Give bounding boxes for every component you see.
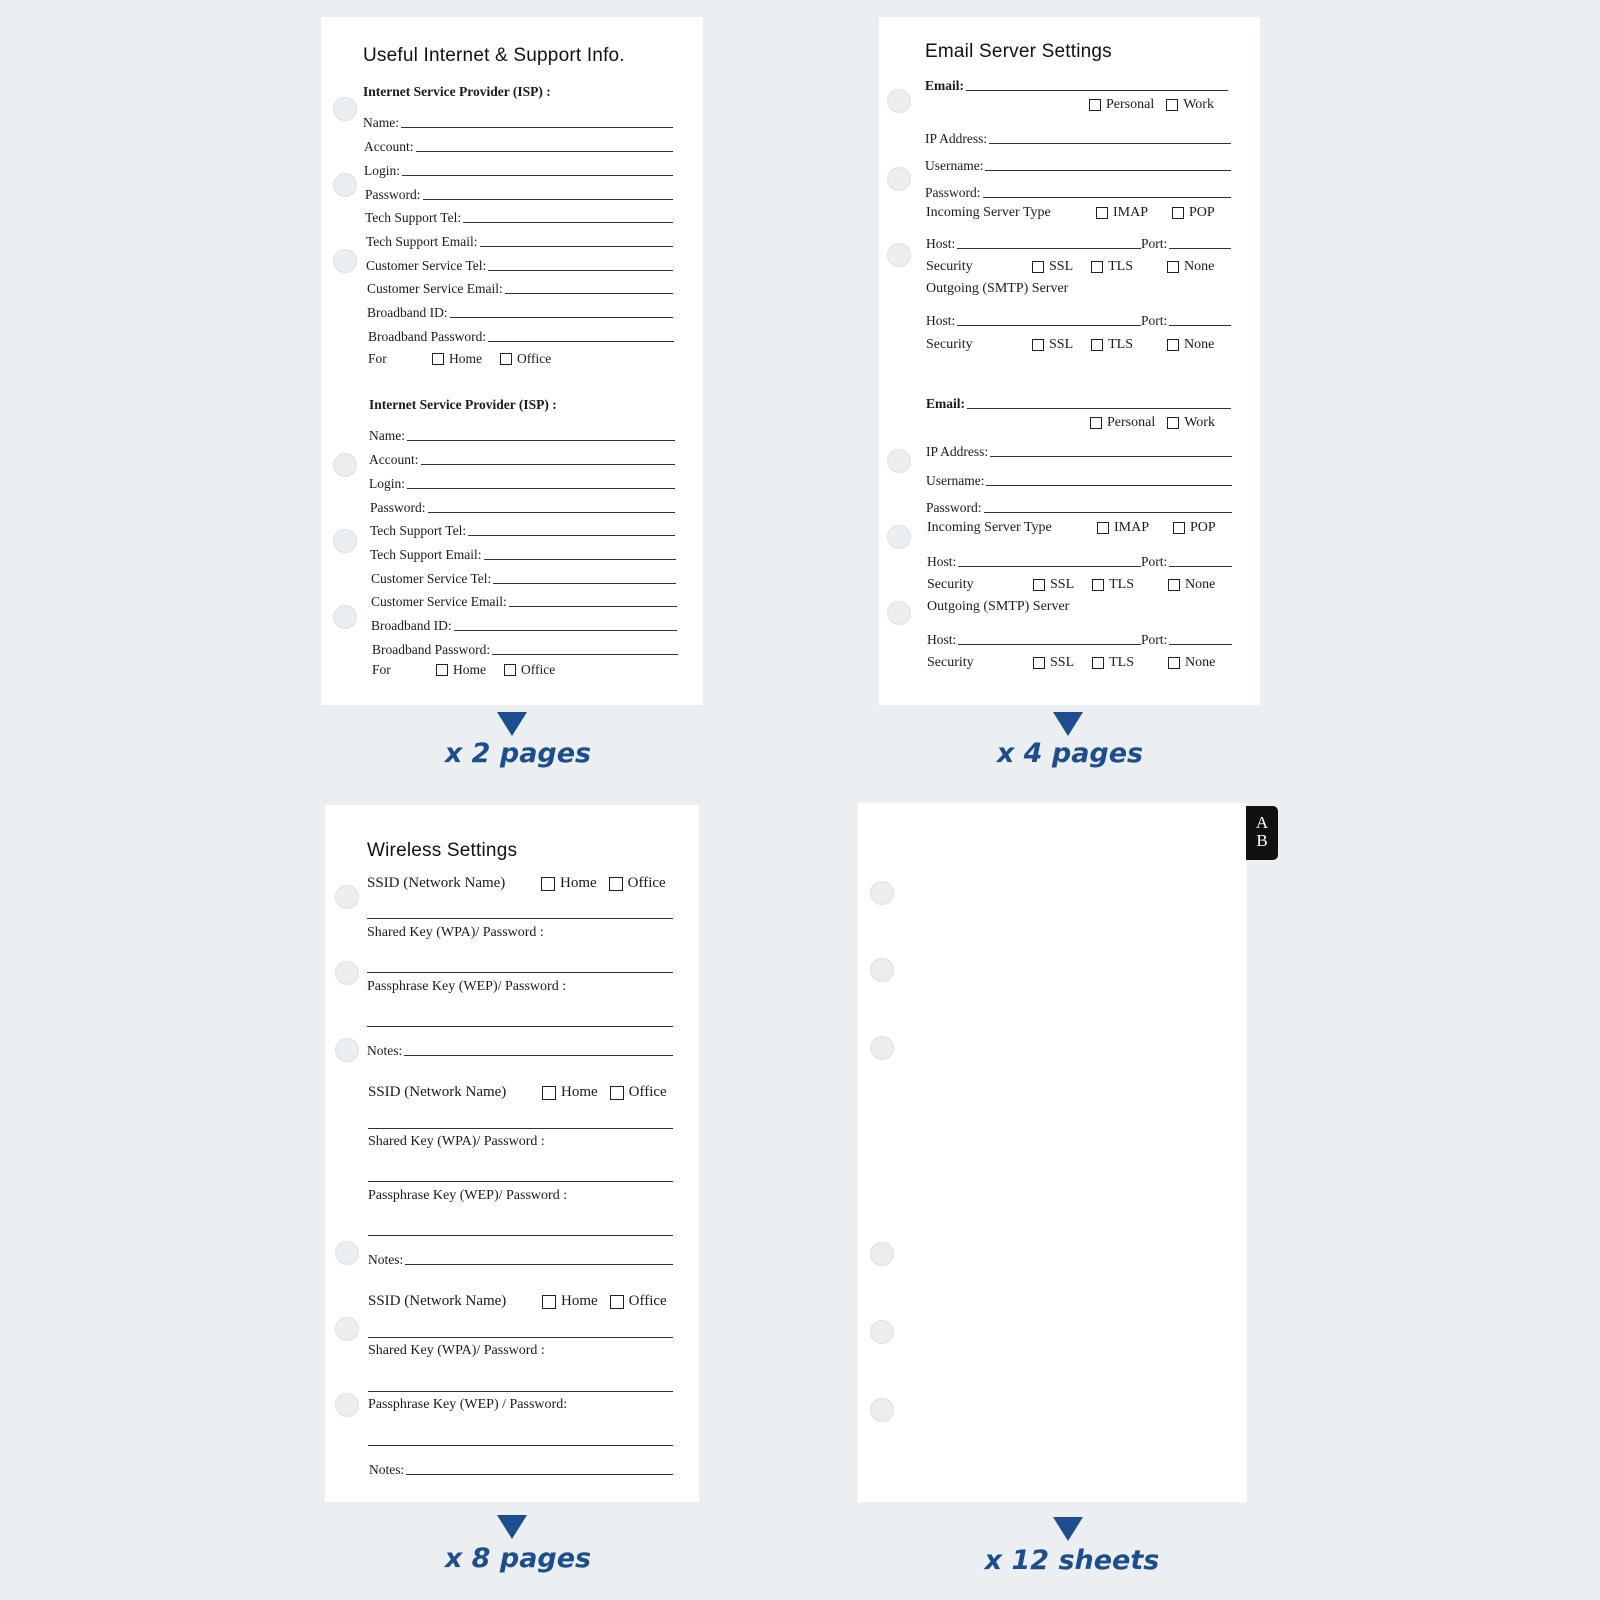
security-label: Security [926, 259, 973, 274]
ssl-checkbox[interactable]: SSL [1032, 337, 1073, 353]
isp-field-cs-email: Customer Service Email: [371, 592, 677, 610]
wpa-line [368, 1181, 673, 1182]
down-arrow-icon [1053, 712, 1083, 736]
security-label: Security [926, 337, 973, 352]
binder-hole [335, 1038, 359, 1062]
binder-hole [870, 1036, 894, 1060]
blank-divider-sheet [858, 803, 1247, 1502]
page-title: Email Server Settings [925, 41, 1112, 62]
isp-field-tech-tel: Tech Support Tel: [370, 521, 675, 539]
ssid-label: SSID (Network Name) [368, 1084, 507, 1100]
wep-line [368, 1445, 673, 1446]
wep-line [367, 1026, 673, 1027]
office-checkbox[interactable]: Office [610, 1293, 667, 1310]
isp-field-cs-tel: Customer Service Tel: [371, 569, 676, 587]
isp-field-name: Name: [369, 426, 675, 444]
binder-hole [335, 1393, 359, 1417]
binder-hole [333, 529, 357, 553]
isp-field-cs-tel: Customer Service Tel: [366, 256, 673, 274]
binder-hole [333, 453, 357, 477]
wep-line [368, 1235, 673, 1236]
email-field: Email: [926, 394, 1231, 412]
security-label: Security [927, 577, 974, 592]
username-field: Username: [925, 156, 1231, 174]
host-field: Host: [926, 234, 1141, 252]
wireless-settings-page [325, 805, 699, 1502]
binder-hole [870, 1398, 894, 1422]
port-field: Port: [1141, 630, 1232, 648]
wpa-label: Shared Key (WPA)/ Password : [368, 1134, 545, 1149]
index-tab: A B [1246, 806, 1278, 860]
binder-hole [335, 1241, 359, 1265]
for-label: For [368, 351, 387, 366]
tls-checkbox[interactable]: TLS [1092, 655, 1134, 671]
down-arrow-icon [497, 1515, 527, 1539]
isp-field-tech-email: Tech Support Email: [370, 545, 676, 563]
port-field: Port: [1141, 311, 1231, 329]
binder-hole [333, 249, 357, 273]
security-options [927, 655, 1215, 671]
notes-field: Notes: [367, 1041, 673, 1059]
notes-field: Notes: [369, 1460, 673, 1478]
ip-address-field: IP Address: [926, 442, 1232, 460]
down-arrow-icon [497, 712, 527, 736]
for-label: For [372, 662, 391, 677]
ssid-line [367, 918, 673, 919]
office-checkbox[interactable]: Office [609, 875, 666, 892]
work-checkbox[interactable]: Work [1167, 415, 1215, 431]
incoming-label: Incoming Server Type [926, 205, 1051, 220]
outgoing-label: Outgoing (SMTP) Server [926, 281, 1069, 296]
host-field: Host: [927, 552, 1141, 570]
none-checkbox[interactable]: None [1168, 577, 1215, 593]
office-checkbox[interactable]: Office [504, 662, 555, 678]
security-options [926, 259, 1214, 275]
personal-checkbox[interactable]: Personal [1090, 415, 1155, 431]
isp-field-broadband-id: Broadband ID: [367, 303, 673, 321]
ssid-line [368, 1337, 673, 1338]
isp-field-name: Name: [363, 113, 673, 131]
home-checkbox[interactable]: Home [436, 662, 486, 678]
none-checkbox[interactable]: None [1167, 259, 1214, 275]
incoming-label: Incoming Server Type [927, 520, 1052, 535]
email-field: Email: [925, 76, 1228, 94]
wireless-page-count: x 8 pages [444, 1543, 592, 1574]
page-title: Wireless Settings [367, 840, 518, 861]
office-checkbox[interactable]: Office [500, 351, 551, 367]
ssid-row [367, 875, 666, 892]
binder-hole [887, 601, 911, 625]
binder-hole [887, 449, 911, 473]
isp-info-page [321, 17, 703, 705]
isp-page-count: x 2 pages [444, 738, 592, 769]
page-title: Useful Internet & Support Info. [363, 45, 625, 66]
down-arrow-icon [1053, 1517, 1083, 1541]
binder-hole [887, 89, 911, 113]
email-page-count: x 4 pages [996, 738, 1144, 769]
tls-checkbox[interactable]: TLS [1092, 577, 1134, 593]
ip-address-field: IP Address: [925, 129, 1231, 147]
wep-label: Passphrase Key (WEP) / Password: [368, 1397, 568, 1412]
security-label: Security [927, 655, 974, 670]
isp-field-broadband-password: Broadband Password: [368, 327, 674, 345]
ssl-checkbox[interactable]: SSL [1033, 577, 1074, 593]
isp-field-login: Login: [364, 161, 673, 179]
home-checkbox[interactable]: Home [542, 1084, 598, 1101]
isp-field-account: Account: [369, 450, 675, 468]
notes-field: Notes: [368, 1250, 673, 1268]
binder-hole [870, 958, 894, 982]
imap-checkbox[interactable]: IMAP [1096, 205, 1148, 221]
ssid-row [368, 1084, 667, 1101]
divider-sheet-count: x 12 sheets [984, 1545, 1160, 1576]
isp-section-heading: Internet Service Provider (ISP) : [369, 397, 557, 412]
none-checkbox[interactable]: None [1167, 337, 1214, 353]
security-options [926, 337, 1214, 353]
isp-section-heading: Internet Service Provider (ISP) : [363, 84, 551, 99]
pop-checkbox[interactable]: POP [1172, 205, 1215, 221]
imap-checkbox[interactable]: IMAP [1097, 520, 1149, 536]
ssid-label: SSID (Network Name) [367, 875, 506, 891]
security-options [927, 577, 1215, 593]
ssl-checkbox[interactable]: SSL [1032, 259, 1073, 275]
isp-for-options [372, 662, 555, 678]
wep-label: Passphrase Key (WEP)/ Password : [367, 979, 567, 994]
none-checkbox[interactable]: None [1168, 655, 1215, 671]
wep-label: Passphrase Key (WEP)/ Password : [368, 1188, 568, 1203]
outgoing-label: Outgoing (SMTP) Server [927, 599, 1070, 614]
wpa-line [368, 1391, 673, 1392]
binder-hole [335, 961, 359, 985]
isp-field-password: Password: [365, 185, 673, 203]
isp-field-login: Login: [369, 474, 675, 492]
host-field: Host: [927, 630, 1141, 648]
ssl-checkbox[interactable]: SSL [1033, 655, 1074, 671]
office-checkbox[interactable]: Office [610, 1084, 667, 1101]
email-settings-page [879, 17, 1260, 705]
password-field: Password: [926, 498, 1232, 516]
home-checkbox[interactable]: Home [432, 351, 482, 367]
password-field: Password: [925, 183, 1231, 201]
pop-checkbox[interactable]: POP [1173, 520, 1216, 536]
wpa-label: Shared Key (WPA)/ Password : [367, 925, 544, 940]
incoming-server-type [926, 205, 1215, 221]
personal-checkbox[interactable]: Personal [1089, 97, 1154, 113]
binder-hole [870, 881, 894, 905]
binder-hole [870, 1320, 894, 1344]
isp-field-password: Password: [370, 498, 675, 516]
isp-for-options [368, 351, 551, 367]
binder-hole [887, 167, 911, 191]
isp-field-broadband-id: Broadband ID: [371, 616, 677, 634]
tls-checkbox[interactable]: TLS [1091, 337, 1133, 353]
binder-hole [335, 1317, 359, 1341]
tls-checkbox[interactable]: TLS [1091, 259, 1133, 275]
isp-field-cs-email: Customer Service Email: [367, 279, 673, 297]
home-checkbox[interactable]: Home [542, 1293, 598, 1310]
binder-hole [335, 885, 359, 909]
isp-field-tech-tel: Tech Support Tel: [365, 208, 673, 226]
account-type-options [1089, 97, 1214, 113]
isp-field-broadband-password: Broadband Password: [372, 640, 678, 658]
binder-hole [333, 605, 357, 629]
isp-field-account: Account: [364, 137, 673, 155]
username-field: Username: [926, 471, 1232, 489]
port-field: Port: [1141, 552, 1232, 570]
incoming-server-type [927, 520, 1216, 536]
wpa-line [367, 972, 673, 973]
account-type-options [1090, 415, 1215, 431]
ssid-row [368, 1293, 667, 1310]
ssid-line [368, 1128, 673, 1129]
binder-hole [333, 97, 357, 121]
binder-hole [870, 1242, 894, 1266]
work-checkbox[interactable]: Work [1166, 97, 1214, 113]
host-field: Host: [926, 311, 1141, 329]
home-checkbox[interactable]: Home [541, 875, 597, 892]
isp-field-tech-email: Tech Support Email: [366, 232, 673, 250]
wpa-label: Shared Key (WPA)/ Password : [368, 1343, 545, 1358]
binder-hole [333, 173, 357, 197]
port-field: Port: [1141, 234, 1231, 252]
ssid-label: SSID (Network Name) [368, 1293, 507, 1309]
binder-hole [887, 525, 911, 549]
binder-hole [887, 243, 911, 267]
